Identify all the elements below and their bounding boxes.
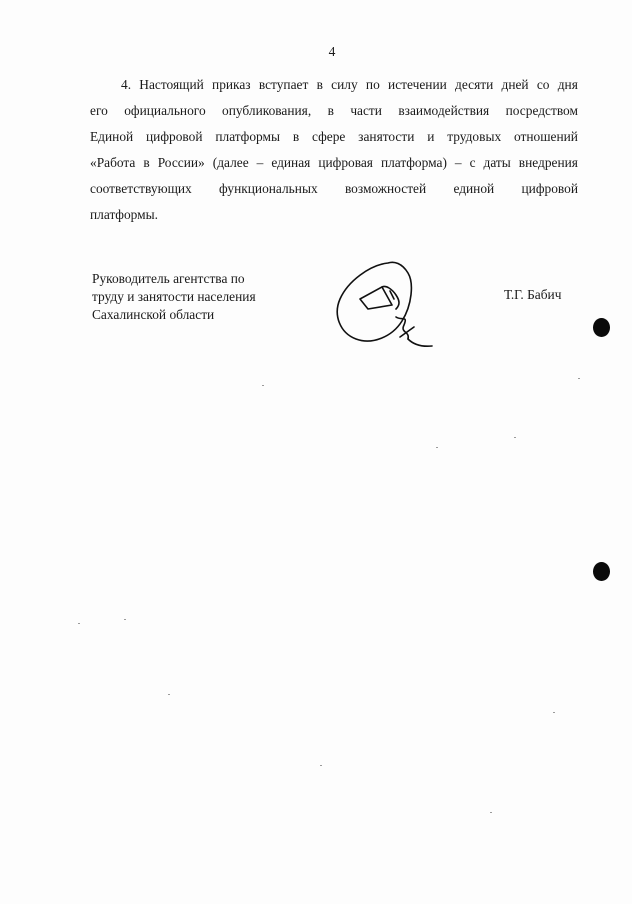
paragraph-word: цифровая bbox=[318, 155, 373, 170]
paragraph-word: и bbox=[427, 129, 435, 144]
page-number: 4 bbox=[328, 44, 336, 59]
paragraph-word: (далее bbox=[212, 155, 249, 170]
signer-title-line: труду и занятости населения bbox=[92, 289, 256, 304]
signer-title bbox=[92, 270, 256, 324]
scan-speck bbox=[262, 385, 264, 386]
paragraph-word: официального bbox=[124, 103, 206, 118]
paragraph-word: посредством bbox=[505, 103, 578, 118]
paragraph-word: даты bbox=[483, 155, 511, 170]
paragraph-line bbox=[90, 150, 578, 176]
paragraph-word: трудовых bbox=[447, 129, 502, 144]
paragraph-word: приказ bbox=[212, 77, 251, 92]
scan-speck bbox=[490, 812, 492, 813]
paragraph-word: 4. bbox=[121, 77, 132, 92]
paragraph-word: платформа) bbox=[380, 155, 447, 170]
paragraph-word: России» bbox=[157, 155, 205, 170]
paragraph-word: опубликования, bbox=[222, 103, 312, 118]
paragraph-word: единая bbox=[271, 155, 311, 170]
scan-speck bbox=[78, 623, 80, 624]
paragraph-word: функциональных bbox=[219, 181, 318, 196]
paragraph-line bbox=[90, 124, 578, 150]
paragraph-word: платформы bbox=[215, 129, 280, 144]
paragraph-word: – bbox=[454, 155, 462, 170]
paragraph-word: Настоящий bbox=[139, 77, 204, 92]
paragraph-line bbox=[90, 72, 578, 98]
paragraph-word: взаимодействия bbox=[398, 103, 490, 118]
punch-hole-icon bbox=[593, 318, 610, 337]
signer-title-line: Руководитель агентства по bbox=[92, 271, 245, 286]
paragraph-word: в bbox=[327, 103, 334, 118]
paragraph-word: Единой bbox=[90, 129, 134, 144]
paragraph-word: в bbox=[316, 77, 323, 92]
scan-speck bbox=[320, 765, 322, 766]
paragraph-word: силу bbox=[331, 77, 358, 92]
punch-hole-icon bbox=[593, 562, 610, 581]
paragraph-word: «Работа bbox=[90, 155, 136, 170]
paragraph-word: десяти bbox=[455, 77, 494, 92]
paragraph-word: по bbox=[365, 77, 380, 92]
paragraph-word: дня bbox=[557, 77, 578, 92]
paragraph-word: соответствующих bbox=[90, 181, 192, 196]
paragraph-word: сфере bbox=[311, 129, 346, 144]
paragraph-word: с bbox=[469, 155, 476, 170]
paragraph-line bbox=[90, 202, 578, 228]
scan-speck bbox=[124, 619, 126, 620]
paragraph-word: отношений bbox=[513, 129, 578, 144]
paragraph-word: цифровой bbox=[521, 181, 578, 196]
scan-speck bbox=[578, 378, 580, 379]
paragraph-word: дней bbox=[501, 77, 529, 92]
order-paragraph-4 bbox=[90, 72, 578, 228]
paragraph-line bbox=[90, 176, 578, 202]
paragraph-word: – bbox=[256, 155, 264, 170]
paragraph-word: занятости bbox=[358, 129, 415, 144]
paragraph-line bbox=[90, 98, 578, 124]
paragraph-word: части bbox=[350, 103, 382, 118]
handwritten-signature-icon bbox=[330, 255, 440, 355]
scan-speck bbox=[436, 447, 438, 448]
scan-speck bbox=[514, 437, 516, 438]
paragraph-word: его bbox=[90, 103, 108, 118]
paragraph-word: в bbox=[143, 155, 150, 170]
paragraph-word: платформы. bbox=[90, 207, 158, 222]
paragraph-word: вступает bbox=[258, 77, 309, 92]
paragraph-word: внедрения bbox=[518, 155, 578, 170]
paragraph-word: со bbox=[536, 77, 550, 92]
paragraph-word: в bbox=[292, 129, 300, 144]
scan-speck bbox=[553, 712, 555, 713]
paragraph-word: единой bbox=[453, 181, 495, 196]
signer-title-line: Сахалинской области bbox=[92, 307, 215, 322]
signer-name: Т.Г. Бабич bbox=[504, 287, 562, 302]
paragraph-word: истечении bbox=[388, 77, 447, 92]
scan-speck bbox=[168, 694, 170, 695]
paragraph-word: цифровой bbox=[146, 129, 203, 144]
paragraph-word: возможностей bbox=[344, 181, 427, 196]
